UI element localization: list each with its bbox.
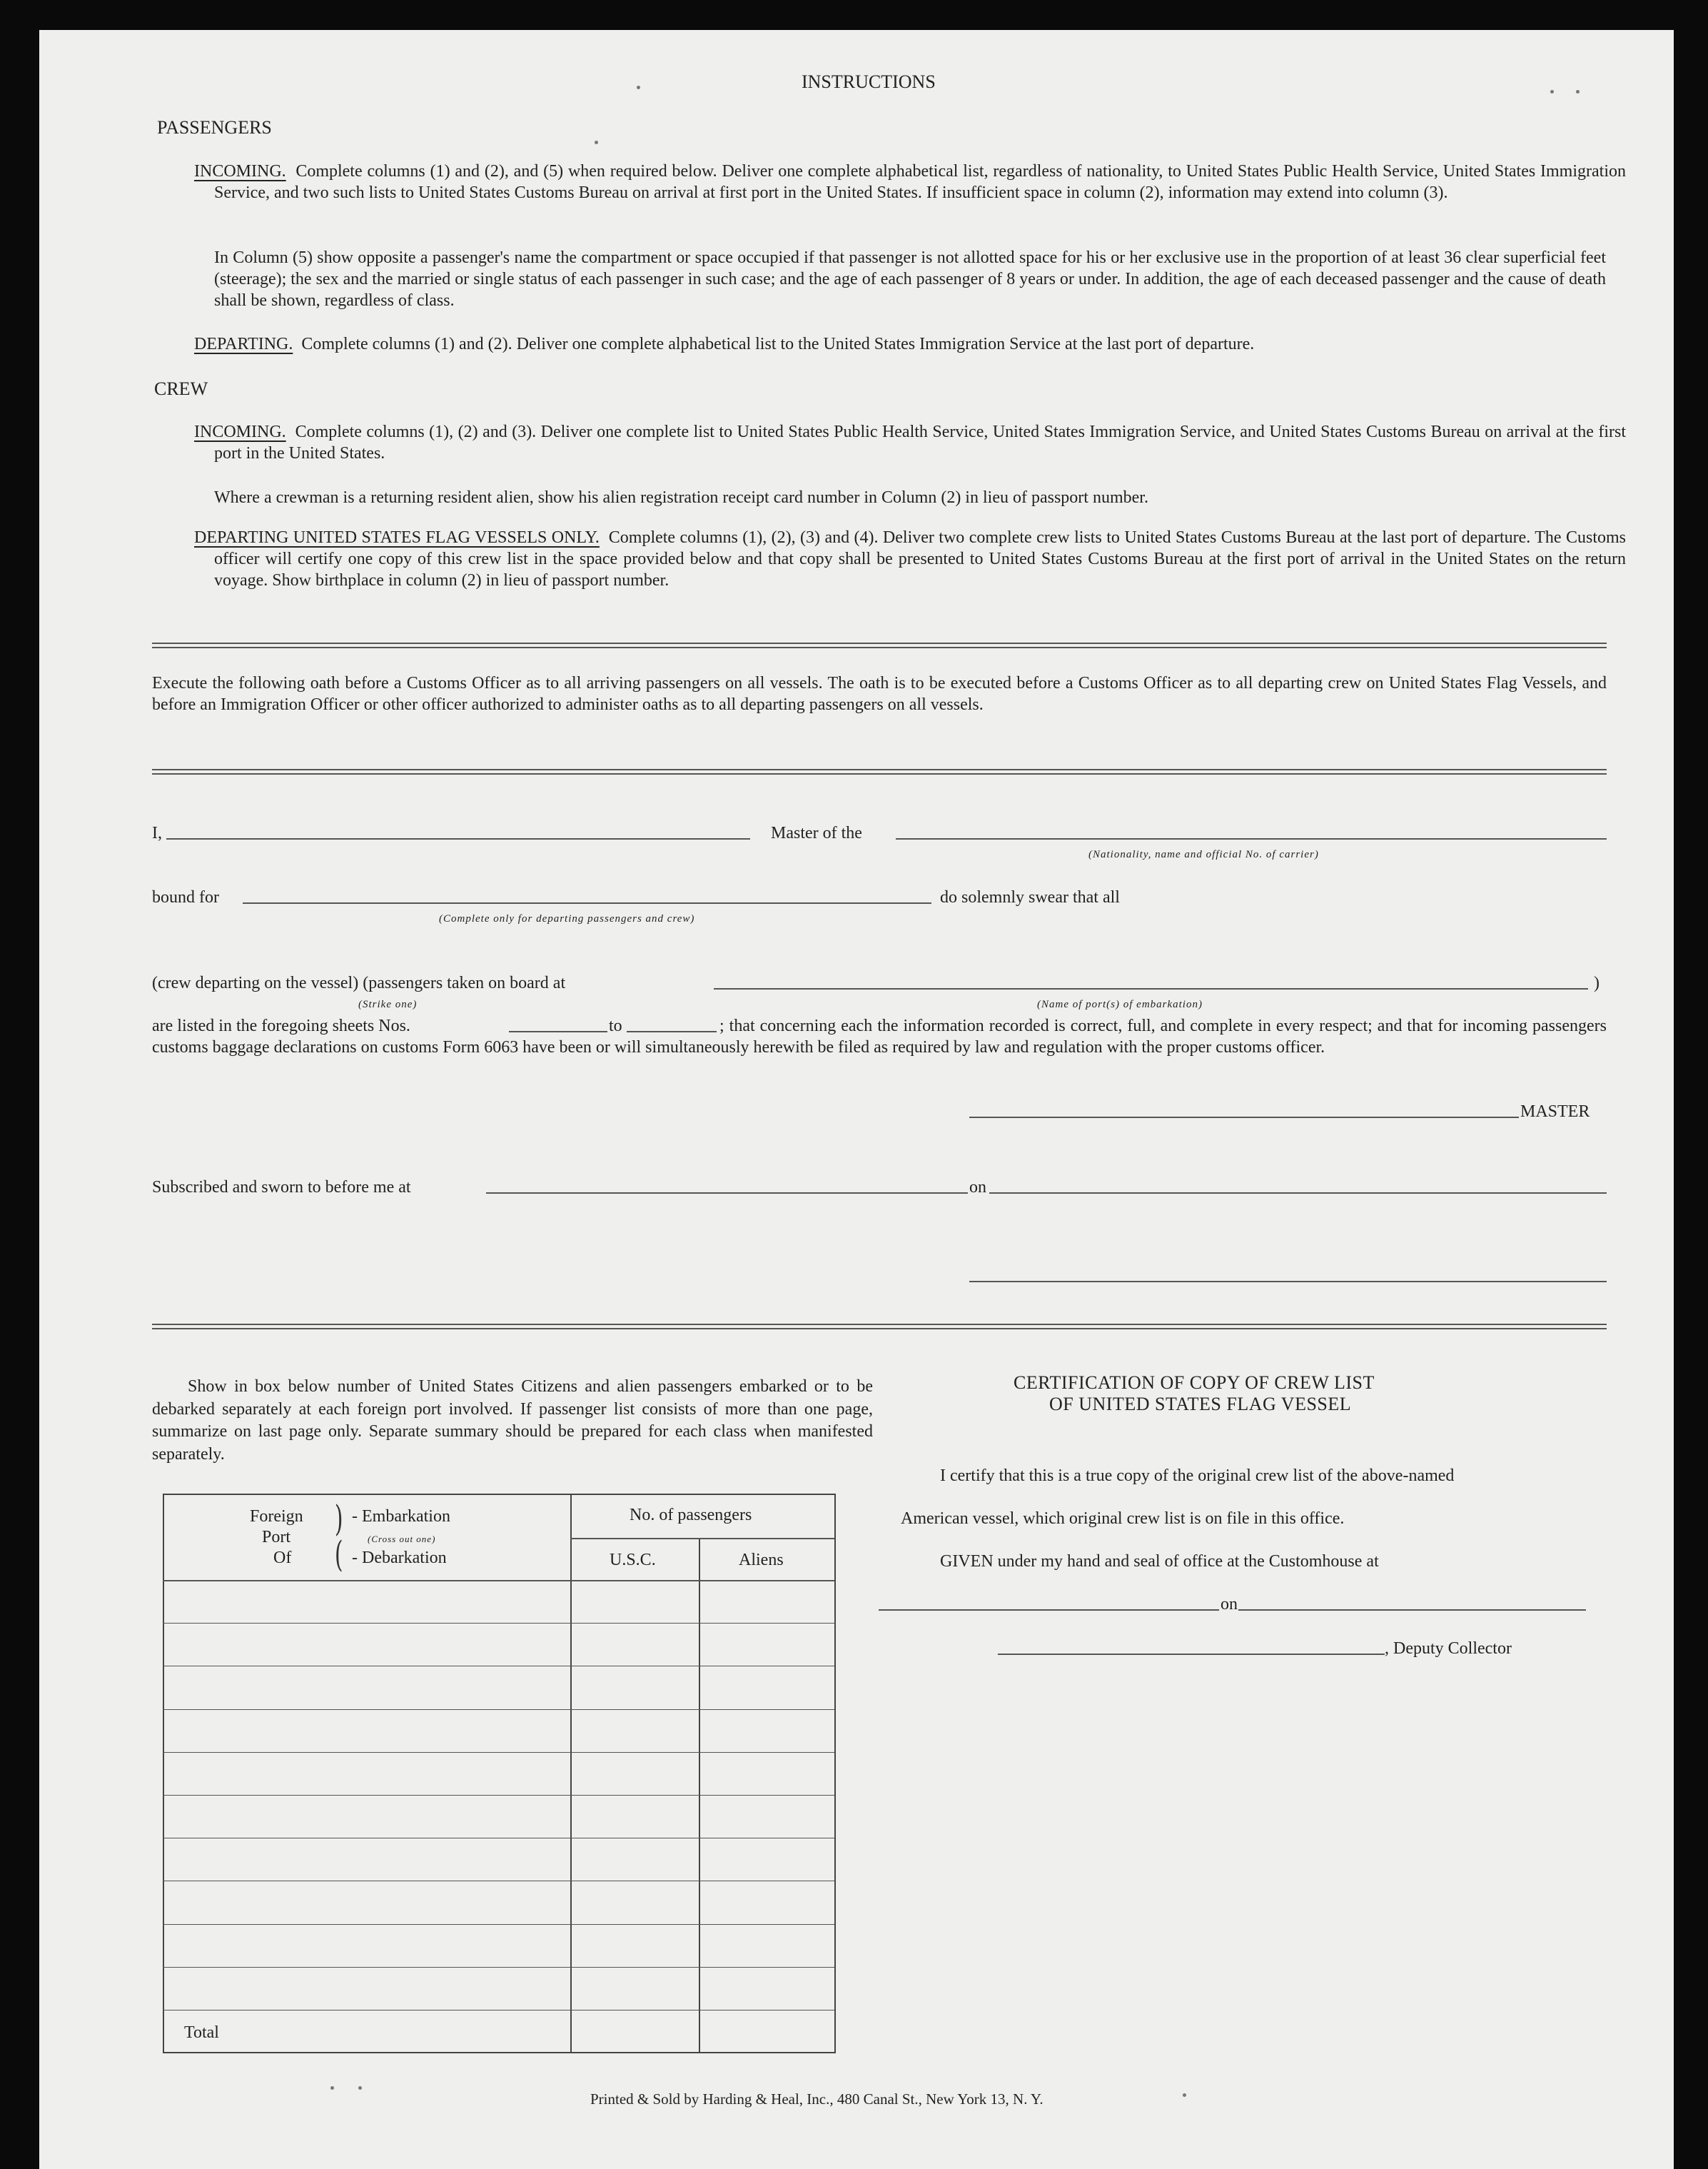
table-subheader-line bbox=[570, 1538, 834, 1539]
bound-for-field[interactable] bbox=[243, 902, 931, 904]
port-caption: (Name of port(s) of embarkation) bbox=[1037, 999, 1203, 1010]
crew-passengers-label: (crew departing on the vessel) (passengers taken on board at bbox=[152, 974, 566, 992]
summary-instructions: Show in box below number of United States Citizens and alien passengers embarked or to be debarked separately at each foreign port involved. If passenger list consists of more than one page, summarize on last page only. Separate summary should be prepared for each class when manifested separately. bbox=[152, 1377, 873, 1464]
bound-for-label: bound for bbox=[152, 888, 219, 907]
speck-5 bbox=[330, 2086, 334, 2090]
speck-1 bbox=[637, 86, 640, 89]
crew-crewman-paragraph: Where a crewman is a returning resident alien, show his alien registration receipt card number in Column (2) in lieu of passport number. bbox=[214, 488, 1148, 507]
master-of-the-label: Master of the bbox=[771, 824, 862, 842]
oath-i-label: I, bbox=[152, 824, 162, 842]
passengers-incoming-text: Complete columns (1) and (2), and (5) when required below. Deliver one complete alphabetical list, regardless of nationality, to United States Public Health Service, United States Immigration Service, and two such lists to United States Customs Bureau on arrival at first port in the United States. If insufficient space in column (2), information may extend into column (3). bbox=[214, 162, 1627, 202]
certification-line-2: American vessel, which original crew list is on file in this office. bbox=[901, 1509, 1345, 1528]
sworn-on-field[interactable] bbox=[989, 1192, 1607, 1194]
table-row-line bbox=[163, 1795, 834, 1796]
table-row-line bbox=[163, 1709, 834, 1710]
passengers-departing-text: Complete columns (1) and (2). Deliver one complete alphabetical list to the United States Immigration Service at the last port of departure. bbox=[301, 335, 1255, 353]
customhouse-field[interactable] bbox=[879, 1609, 1219, 1611]
certification-date-field[interactable] bbox=[1238, 1609, 1586, 1611]
table-row-line bbox=[163, 1924, 834, 1925]
aliens-header: Aliens bbox=[739, 1551, 784, 1569]
crew-incoming-paragraph bbox=[194, 421, 1626, 464]
oath-intro-paragraph: Execute the following oath before a Customs Officer as to all arriving passengers on all vessels. The oath is to be executed before a Customs Officer as to all departing crew on United States Flag Vessels, and before an Immigration Officer or other officer authorized to administer oaths as to all departing passengers on all vessels. bbox=[152, 674, 1607, 714]
brace-bottom: ( bbox=[334, 1534, 343, 1575]
table-col-divider-1 bbox=[570, 1494, 572, 2052]
to-label: to bbox=[609, 1017, 622, 1035]
strike-one-caption: (Strike one) bbox=[358, 999, 418, 1010]
speck-3 bbox=[1576, 90, 1580, 94]
table-row-line bbox=[163, 2010, 834, 2011]
of-label: Of bbox=[273, 1549, 292, 1567]
table-row-line bbox=[163, 1752, 834, 1753]
master-label: MASTER bbox=[1520, 1102, 1590, 1121]
certification-line-1: I certify that this is a true copy of the original crew list of the above-named bbox=[940, 1466, 1455, 1485]
passengers-heading: PASSENGERS bbox=[157, 117, 272, 138]
foreign-label: Foreign bbox=[250, 1507, 303, 1526]
speck-4 bbox=[595, 141, 598, 144]
crew-incoming-text: Complete columns (1), (2) and (3). Deliver one complete list to United States Public Health Service, United States Immigration Service, and United States Customs Bureau on arrival at the first port in the United States. bbox=[214, 423, 1627, 463]
port-label: Port bbox=[262, 1528, 291, 1546]
crew-incoming-label: INCOMING. bbox=[194, 423, 286, 441]
officer-signature-field[interactable] bbox=[969, 1281, 1607, 1282]
do-swear-label: do solemnly swear that all bbox=[940, 888, 1120, 907]
sworn-on-label: on bbox=[969, 1178, 986, 1197]
master-name-field[interactable] bbox=[166, 838, 750, 840]
speck-6 bbox=[358, 2086, 362, 2090]
passengers-departing-label: DEPARTING. bbox=[194, 335, 293, 353]
embarkation-port-field[interactable] bbox=[714, 988, 1588, 990]
crew-departing-paragraph bbox=[194, 527, 1626, 591]
table-row-line bbox=[163, 1623, 834, 1624]
speck-2 bbox=[1550, 90, 1554, 94]
form-page bbox=[39, 30, 1674, 2169]
speck-7 bbox=[1183, 2093, 1186, 2097]
carrier-field[interactable] bbox=[896, 838, 1607, 840]
passenger-summary-table bbox=[163, 1494, 836, 2053]
listed-rest: ; that concerning each the information recorded is correct, full, and complete in every respect; and that for incoming passengers customs baggage declarations on customs Form 6063 have been or will simultaneously herewith be filed as required by law and regulation with the proper customs officer. bbox=[152, 1017, 1607, 1057]
debarkation-label: - Debarkation bbox=[352, 1549, 447, 1567]
embarkation-label: - Embarkation bbox=[352, 1507, 450, 1526]
passengers-departing-paragraph bbox=[194, 333, 1606, 355]
no-of-passengers-header: No. of passengers bbox=[630, 1506, 752, 1524]
passengers-incoming-label: INCOMING. bbox=[194, 162, 286, 181]
table-row-line bbox=[163, 1967, 834, 1968]
crew-departing-text: Complete columns (1), (2), (3) and (4). Deliver two complete crew lists to United States Customs Bureau at the last port of departure. The Customs officer will certify one copy of this crew list in the space provided below and that copy shall be presented to United States Customs Bureau at the first port of arrival in the United States on the return voyage. Show birthplace in column (2) in lieu of passport number. bbox=[214, 528, 1627, 590]
crew-departing-label: DEPARTING UNITED STATES FLAG VESSELS ONLY. bbox=[194, 528, 600, 547]
certification-title-1: CERTIFICATION OF COPY OF CREW LIST bbox=[1014, 1372, 1375, 1393]
subscribed-label: Subscribed and sworn to before me at bbox=[152, 1178, 411, 1197]
usc-header: U.S.C. bbox=[610, 1551, 656, 1569]
deputy-signature-field[interactable] bbox=[998, 1654, 1385, 1655]
page-title: INSTRUCTIONS bbox=[802, 71, 936, 92]
printer-footer: Printed & Sold by Harding & Heal, Inc., 480 Canal St., New York 13, N. Y. bbox=[590, 2090, 1044, 2108]
divider-3 bbox=[152, 1324, 1607, 1329]
cross-out-label: (Cross out one) bbox=[368, 1534, 436, 1544]
certification-title-2: OF UNITED STATES FLAG VESSEL bbox=[1049, 1394, 1352, 1414]
divider-1 bbox=[152, 643, 1607, 648]
listed-prefix: are listed in the foregoing sheets Nos. bbox=[152, 1017, 410, 1035]
certification-line-3: GIVEN under my hand and seal of office at the Customhouse at bbox=[940, 1552, 1379, 1571]
crew-heading: CREW bbox=[154, 378, 208, 399]
divider-2 bbox=[152, 769, 1607, 775]
bound-caption: (Complete only for departing passengers and crew) bbox=[439, 913, 695, 925]
passengers-column5-paragraph: In Column (5) show opposite a passenger's name the compartment or space occupied if that passenger is not allotted space for his or her exclusive use in the proportion of at least 36 clear superficial feet (steerage); the sex and the married or single status of each passenger in such case; and the age of each passenger of 8 years or under. In addition, the age of each deceased passenger and the cause of death shall be shown, regardless of class. bbox=[214, 248, 1606, 310]
total-label: Total bbox=[184, 2023, 219, 2042]
close-paren: ) bbox=[1594, 974, 1600, 992]
certification-on-label: on bbox=[1221, 1595, 1238, 1614]
passengers-incoming-paragraph bbox=[194, 161, 1626, 203]
sworn-at-field[interactable] bbox=[486, 1192, 968, 1194]
brace-top: ) bbox=[334, 1498, 343, 1539]
master-signature-field[interactable] bbox=[969, 1117, 1519, 1118]
carrier-caption: (Nationality, name and official No. of carrier) bbox=[1088, 849, 1319, 860]
deputy-collector-label: , Deputy Collector bbox=[1385, 1639, 1512, 1658]
table-header-line bbox=[163, 1580, 834, 1581]
